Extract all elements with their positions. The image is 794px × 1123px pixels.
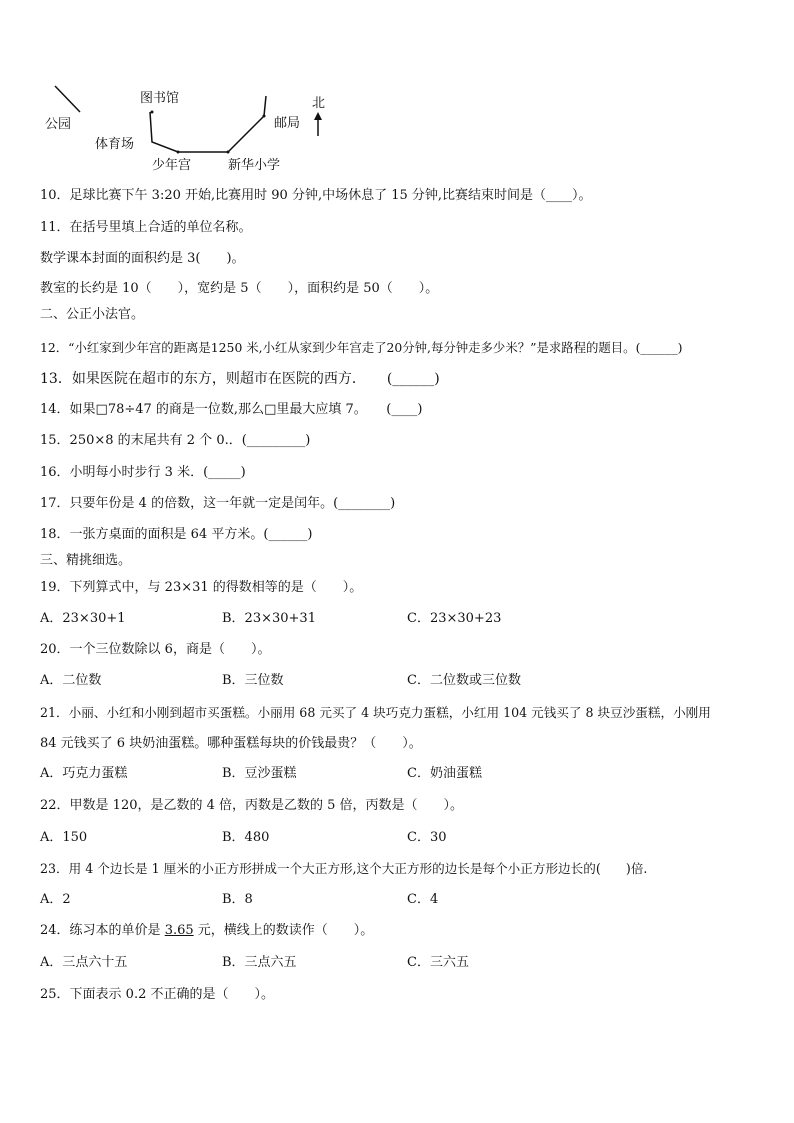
question-20: 20．一个三位数除以 6，商是（ ）。: [40, 642, 271, 657]
option-23-c[interactable]: C．4: [407, 892, 439, 907]
option-21-c[interactable]: C．奶油蛋糕: [407, 766, 482, 781]
map-label-post-office: 邮局: [274, 116, 301, 131]
map-label-xinhua-school: 新华小学: [228, 158, 281, 173]
route-node: [151, 111, 154, 114]
question-22: 22．甲数是 120，是乙数的 4 倍，丙数是乙数的 5 倍，丙数是（ ）。: [40, 798, 464, 813]
option-20-b[interactable]: B．三位数: [222, 673, 284, 688]
option-22-b[interactable]: B．480: [222, 830, 270, 845]
question-24-post: 元，横线上的数读作（ ）。: [193, 923, 374, 938]
option-24-b[interactable]: B．三点六五: [222, 955, 297, 970]
question-12: 12．“小红家到少年宫的距离是1250 米,小红从家到少年宫走了20分钟,每分钟走多少米？”是求路程的题目。(______): [40, 340, 683, 355]
option-19-b[interactable]: B．23×30+31: [222, 611, 316, 626]
option-19-a[interactable]: A．23×30+1: [40, 611, 126, 626]
question-10: 10．足球比赛下午 3:20 开始,比赛用时 90 分钟,中场休息了 15 分钟,比赛结束时间是（____）。: [40, 188, 592, 203]
option-21-b[interactable]: B．豆沙蛋糕: [222, 766, 297, 781]
option-20-c[interactable]: C．二位数或三位数: [407, 673, 521, 688]
route-node: [227, 151, 230, 154]
question-11: 11．在括号里填上合适的单位名称。: [40, 220, 252, 235]
question-25: 25．下面表示 0.2 不正确的是（ ）。: [40, 987, 274, 1002]
map-label-north: 北: [312, 96, 326, 111]
option-23-b[interactable]: B．8: [222, 892, 253, 907]
map-label-stadium: 体育场: [95, 137, 135, 152]
question-19: 19．下列算式中，与 23×31 的得数相等的是（ ）。: [40, 580, 363, 595]
route-node: [177, 151, 180, 154]
question-18: 18．一张方桌面的面积是 64 平方米。(______): [40, 527, 313, 542]
option-22-c[interactable]: C．30: [407, 830, 447, 845]
option-22-a[interactable]: A．150: [40, 830, 88, 845]
question-24-underlined-number: 3.65: [164, 923, 194, 938]
section-3-heading: 三、精挑细选。: [40, 553, 132, 568]
question-15: 15．250×8 的末尾共有 2 个 0.．(_________): [40, 433, 311, 448]
north-arrow-head-icon: [314, 112, 322, 120]
question-11b: 教室的长约是 10（ ），宽约是 5（ ），面积约是 50（ ）。: [40, 281, 439, 296]
option-19-c[interactable]: C．23×30+23: [407, 611, 502, 626]
map-label-park: 公园: [45, 117, 72, 132]
question-24-pre: 24．练习本的单价是: [40, 923, 165, 938]
question-24: [40, 922, 373, 940]
option-23-a[interactable]: A．2: [40, 892, 71, 907]
route-node: [263, 115, 266, 118]
question-17: 17．只要年份是 4 的倍数，这一年就一定是闰年。(________): [40, 496, 396, 511]
option-24-c[interactable]: C．三六五: [407, 955, 469, 970]
question-21-cont: 84 元钱买了 6 块奶油蛋糕。哪种蛋糕每块的价钱最贵？（ ）。: [40, 736, 422, 751]
option-20-a[interactable]: A．二位数: [40, 673, 102, 688]
question-23: 23．用 4 个边长是 1 厘米的小正方形拼成一个大正方形,这个大正方形的边长是每个小正方形边长的( )倍.: [40, 861, 648, 876]
question-14: 14．如果□78÷47 的商是一位数,那么□里最大应填 7。 (____): [40, 402, 423, 417]
option-21-a[interactable]: A．巧克力蛋糕: [40, 766, 128, 781]
question-21: 21．小丽、小红和小刚到超市买蛋糕。小丽用 68 元买了 4 块巧克力蛋糕，小红用 104 元钱买了 8 块豆沙蛋糕，小刚用: [40, 705, 711, 720]
question-13: 13．如果医院在超市的东方，则超市在医院的西方． (______): [40, 371, 440, 387]
map-label-library: 图书馆: [140, 91, 180, 106]
question-11a: 数学课本封面的面积约是 3( )。: [40, 251, 245, 266]
section-2-heading: 二、公正小法官。: [40, 307, 145, 322]
option-24-a[interactable]: A．三点六十五: [40, 955, 128, 970]
route-line: [55, 86, 80, 112]
route-map: [0, 0, 794, 180]
map-label-youth-palace: 少年宫: [152, 158, 192, 173]
question-16: 16．小明每小时步行 3 米．(_____): [40, 465, 246, 480]
